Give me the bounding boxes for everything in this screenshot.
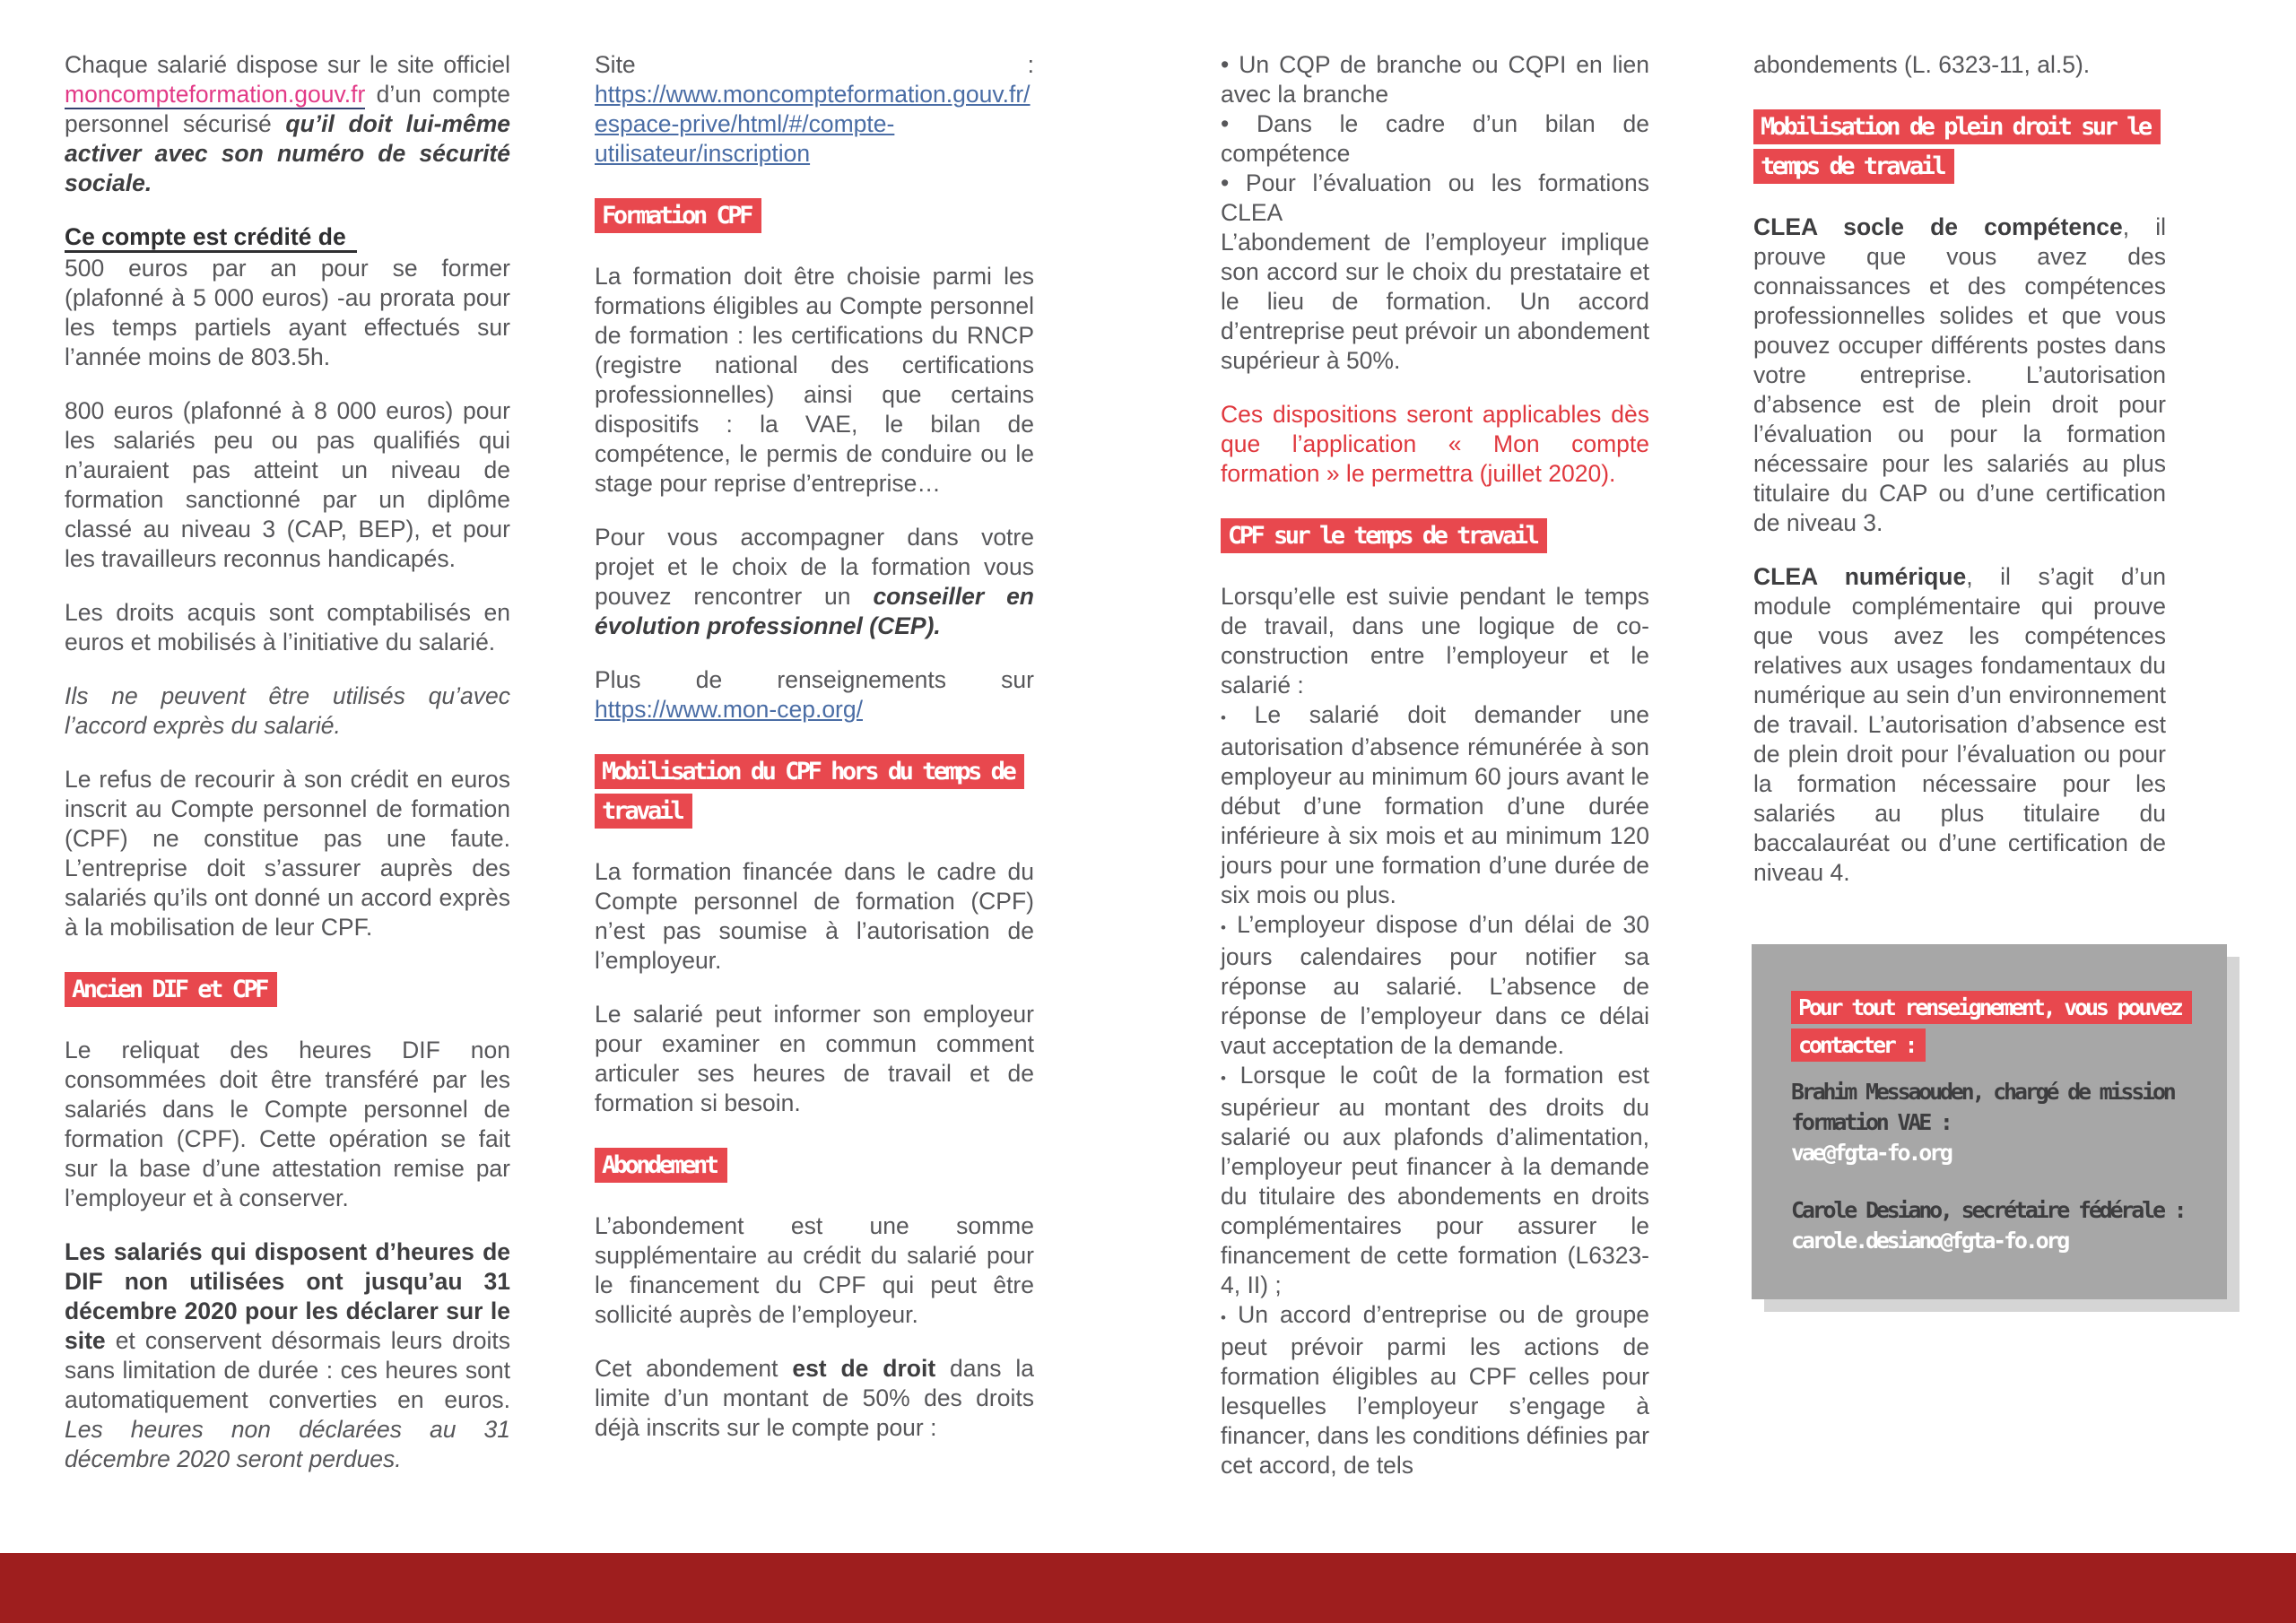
footer-bar <box>0 1553 2296 1623</box>
text-segment: Le refus de recourir à son crédit en euros inscrit au Compte personnel de formation (CPF) ne constitue pas une faute. L’entreprise doit s’assurer auprès des salariés qu’ils ont donné un accord exprès à la mobilisation de leur CPF. <box>65 766 510 941</box>
text-segment: Pour l’évaluation ou les formations CLEA <box>1221 169 1649 226</box>
contact-name: Brahim Messaouden, chargé de mission formation VAE : <box>1791 1079 2174 1135</box>
text-column-4 <box>1753 50 2166 912</box>
paragraph <box>1221 582 1649 700</box>
text-segment: Cet abondement <box>595 1355 793 1382</box>
paragraph <box>595 1211 1034 1330</box>
paragraph <box>1753 562 2166 888</box>
email-link[interactable]: vae@fgta-fo.org <box>1791 1140 1951 1166</box>
text-segment: Les heures non déclarées au 31 décembre 2020 seront perdues. <box>65 1416 510 1472</box>
bullet-item <box>1221 700 1649 910</box>
paragraph <box>595 262 1034 499</box>
paragraph <box>65 50 510 198</box>
section-heading-label: CPF sur le temps de travail <box>1221 518 1547 553</box>
text-segment: Ils ne peuvent être utilisés qu’avec l’accord exprès du salarié. <box>65 682 510 739</box>
link[interactable]: https://www.mon-cep.org/ <box>595 696 863 723</box>
text-segment: Chaque salarié dispose sur le site officiel <box>65 51 510 78</box>
paragraph <box>1221 400 1649 489</box>
section-heading <box>595 751 1034 830</box>
bullet-item <box>1221 50 1649 109</box>
link[interactable]: https://www.moncompteformation.gouv.fr/espace-prive/html/#/compte-utilisateur/inscription <box>595 81 1031 167</box>
text-column-1 <box>65 50 510 1498</box>
paragraph <box>595 50 1034 169</box>
link[interactable]: moncompteformation.gouv.fr <box>65 81 366 108</box>
text-segment: Le salarié doit demander une autorisation d’absence rémunérée à son employeur au minimum 60 jours avant le début d’une formation d’une durée inférieure à six mois et au minimum 120 jours pour une formation d’une durée de six mois ou plus. <box>1221 701 1649 908</box>
text-segment: L’abondement est une somme supplémentaire au crédit du salarié pour le financement du CPF qui peut être sollicité auprès de l’employeur. <box>595 1212 1034 1328</box>
text-segment: 800 euros (plafonné à 8 000 euros) pour les salariés peu ou pas qualifiés qui n’auraient pas atteint un niveau de formation sanctionné par un diplôme classé au niveau 3 (CAP, BEP), et pour les travailleurs reconnus handicapés. <box>65 397 510 572</box>
text-column-3 <box>1221 50 1649 1480</box>
text-segment: , il s’agit d’un module complémentaire qui prouve que vous avez les compétences relatives aux usages fondamentaux du numérique au sein d’un environnement de travail. L’autorisation d’absence est de plein droit pour l’évaluation ou pour la formation nécessaire pour les salariés au plus titulaire du baccalauréat ou d’une certification de niveau 4. <box>1753 563 2166 886</box>
text-segment: et conservent désormais leurs droits sans limitation de durée : ces heures sont automatiquement converties en euros. <box>65 1327 510 1413</box>
text-segment: qu’il doit lui-même activer avec son numéro de sécurité sociale. <box>65 110 511 196</box>
section-heading <box>595 1145 1034 1185</box>
text-segment: dans la limite d’un montant de 50% des droits déjà inscrits sur le compte pour : <box>595 1355 1034 1441</box>
text-segment: L’employeur dispose d’un délai de 30 jours calendaires pour notifier sa réponse au salarié. L’absence de réponse de l’employeur dans ce délai vaut acceptation de la demande. <box>1221 911 1649 1059</box>
text-segment: Pour vous accompagner dans votre projet et le choix de la formation vous pouvez rencontrer un <box>595 524 1034 610</box>
text-segment: Lorsqu’elle est suivie pendant le temps de travail, dans une logique de co-construction entre l’employeur et le salarié : <box>1221 583 1649 699</box>
text-segment: CLEA numérique <box>1753 563 1967 590</box>
bullet-icon: • <box>1221 1309 1226 1326</box>
text-segment: Un CQP de branche ou CQPI en lien avec la branche <box>1221 51 1649 108</box>
text-segment: abondements (L. 6323-11, al.5). <box>1753 51 2091 78</box>
bullet-icon: • <box>1221 1070 1226 1087</box>
paragraph <box>1221 228 1649 376</box>
section-heading-label: Formation CPF <box>595 198 761 233</box>
text-segment: La formation financée dans le cadre du Compte personnel de formation (CPF) n’est pas soumise à l’autorisation de l’employeur. <box>595 858 1034 974</box>
section-heading-label: Mobilisation du CPF hors du temps de travail <box>595 754 1024 829</box>
bullet-icon: • <box>1221 709 1226 726</box>
paragraph <box>595 665 1034 725</box>
contact-name: Carole Desiano, secrétaire fédérale : <box>1791 1197 2185 1223</box>
text-segment: , il prouve que vous avez des connaissances et des compétences professionnelles solides et que vous pouvez occuper différents postes dans votre entreprise. L’autorisation d’absence est de plein droit pour l’évaluation ou pour la formation nécessaire pour les salariés au plus titulaire du CAP ou d’une certification de niveau 3. <box>1753 213 2166 536</box>
bullet-item <box>1221 1300 1649 1480</box>
text-segment: Le salarié peut informer son employeur pour examiner en commun comment articuler ses heures de travail et de formation si besoin. <box>595 1001 1034 1116</box>
spacer <box>1791 1168 2187 1195</box>
text-segment: conseiller en évolution professionnel (CEP). <box>595 583 1034 639</box>
text-segment: La formation doit être choisie parmi les formations éligibles au Compte personnel de formation : les certifications du RNCP (registre national des certifications professionnelles) ainsi que certains dispositifs : la VAE, le bilan de compétence, le permis de conduire ou le stage pour reprise d’entreprise… <box>595 263 1034 497</box>
bullet-icon: • <box>1221 169 1230 196</box>
paragraph <box>1753 213 2166 538</box>
paragraph <box>595 1354 1034 1443</box>
text-segment: Ce compte est crédité de <box>65 223 357 253</box>
section-heading <box>1753 107 2166 186</box>
contact-box <box>1752 944 2227 1299</box>
paragraph <box>65 598 510 657</box>
section-heading <box>595 195 1034 235</box>
bullet-item <box>1221 169 1649 228</box>
text-segment: Les droits acquis sont comptabilisés en euros et mobilisés à l’initiative du salarié. <box>65 599 510 655</box>
text-segment: Les salariés qui disposent d’heures de DIF non utilisées ont jusqu’au 31 décembre 2020 pour les déclarer sur le site <box>65 1238 510 1354</box>
section-heading <box>65 969 510 1009</box>
text-segment: Plus de renseignements sur <box>595 666 1034 693</box>
text-segment: Ces dispositions seront applicables dès que l’application « Mon compte formation » le permettra (juillet 2020). <box>1221 401 1649 487</box>
bullet-item <box>1221 910 1649 1061</box>
contact-heading-label: Pour tout renseignement, vous pouvez contacter : <box>1791 991 2192 1062</box>
section-heading-label: Abondement <box>595 1148 727 1183</box>
text-segment: 500 euros par an pour se former (plafonné à 5 000 euros) -au prorata pour les temps partiels ayant effectués sur l’année moins de 803.5h. <box>65 255 510 370</box>
text-segment: Site : <box>595 51 1034 78</box>
paragraph <box>595 857 1034 976</box>
text-column-2 <box>595 50 1034 1467</box>
bullet-icon: • <box>1221 110 1230 137</box>
bullet-icon: • <box>1221 51 1230 78</box>
contact-heading <box>1791 989 2187 1064</box>
text-segment: Dans le cadre d’un bilan de compétence <box>1221 110 1649 167</box>
text-segment: d’un compte personnel sécurisé <box>65 81 510 137</box>
text-segment: Un accord d’entreprise ou de groupe peut prévoir parmi les actions de formation éligibles au CPF celles pour lesquelles l’employeur s’engage à financer, dans les conditions définies par cet accord, de tels <box>1221 1301 1649 1479</box>
email-link[interactable]: carole.desiano@fgta-fo.org <box>1791 1228 2068 1254</box>
section-heading-label: Ancien DIF et CPF <box>65 972 277 1007</box>
paragraph <box>65 765 510 942</box>
text-segment: L’abondement de l’employeur implique son accord sur le choix du prestataire et le lieu de formation. Un accord d’entreprise peut prévoir un abondement supérieur à 50%. <box>1221 229 1649 374</box>
section-heading <box>1221 516 1649 555</box>
paragraph <box>65 1237 510 1474</box>
bullet-item <box>1221 109 1649 169</box>
section-heading-label: Mobilisation de plein droit sur le temps de travail <box>1753 109 2161 184</box>
text-segment: Lorsque le coût de la formation est supérieur au montant des droits du salarié ou aux plafonds d’alimentation, l’employeur peut financer à la demande du titulaire des abondements en droits complémentaires pour assurer le financement de cette formation (L6323-4, II) ; <box>1221 1062 1649 1298</box>
paragraph <box>65 681 510 741</box>
paragraph <box>65 1036 510 1213</box>
paragraph <box>65 254 510 372</box>
paragraph <box>595 523 1034 641</box>
paragraph <box>65 222 510 252</box>
text-segment: CLEA socle de compétence <box>1753 213 2123 240</box>
paragraph <box>1753 50 2166 80</box>
paragraph <box>595 1000 1034 1118</box>
text-segment: Le reliquat des heures DIF non consommées doit être transféré par les salariés dans le Compte personnel de formation (CPF). Cette opération se fait sur la base d’une attestation remise par l’employeur et à conserver. <box>65 1037 510 1211</box>
bullet-icon: • <box>1221 919 1226 936</box>
text-segment: est de droit <box>792 1355 936 1382</box>
paragraph <box>65 396 510 574</box>
bullet-item <box>1221 1061 1649 1300</box>
